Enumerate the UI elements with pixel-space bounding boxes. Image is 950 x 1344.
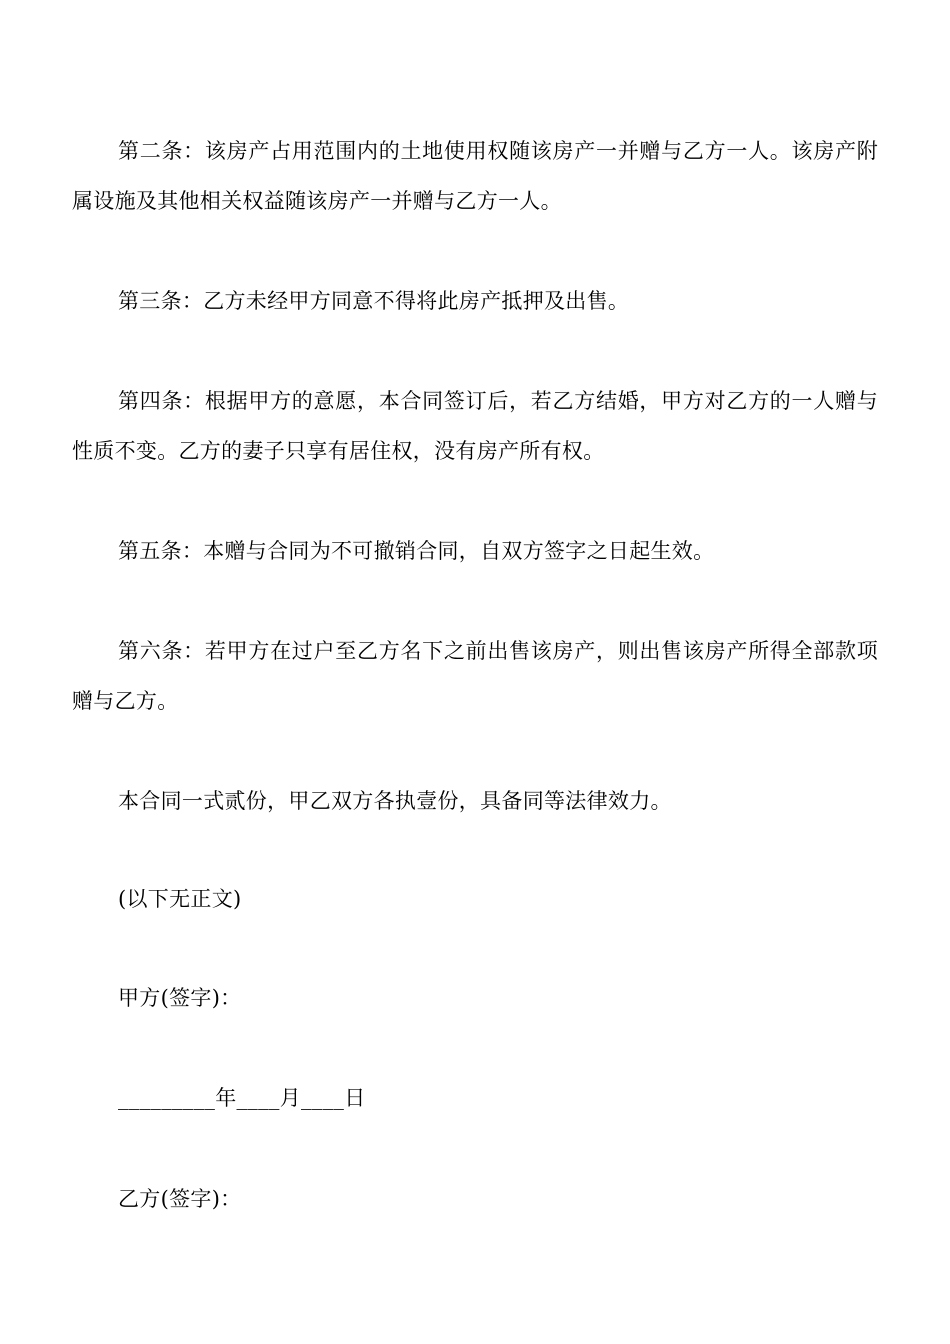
article-5: 第五条：本赠与合同为不可撤销合同，自双方签字之日起生效。 xyxy=(118,539,715,563)
article-4: 第四条：根据甲方的意愿，本合同签订后，若乙方结婚，甲方对乙方的一人赠与性质不变。乙方的妻子只享有居住权，没有房产所有权。 xyxy=(72,389,878,463)
date-line: _________年____月____日 xyxy=(118,1086,366,1110)
party-b-signature-label: 乙方(签字)： xyxy=(118,1187,242,1211)
article-2: 第二条：该房产占用范围内的土地使用权随该房产一并赠与乙方一人。该房产附属设施及其他相关权益随该房产一并赠与乙方一人。 xyxy=(72,139,878,213)
article-3: 第三条：乙方未经甲方同意不得将此房产抵押及出售。 xyxy=(118,289,630,313)
end-note: (以下无正文) xyxy=(118,887,242,911)
copies-clause: 本合同一式贰份，甲乙双方各执壹份，具备同等法律效力。 xyxy=(118,789,672,813)
article-6: 第六条：若甲方在过户至乙方名下之前出售该房产，则出售该房产所得全部款项赠与乙方。 xyxy=(72,639,878,713)
party-a-signature-label: 甲方(签字)： xyxy=(118,986,242,1010)
